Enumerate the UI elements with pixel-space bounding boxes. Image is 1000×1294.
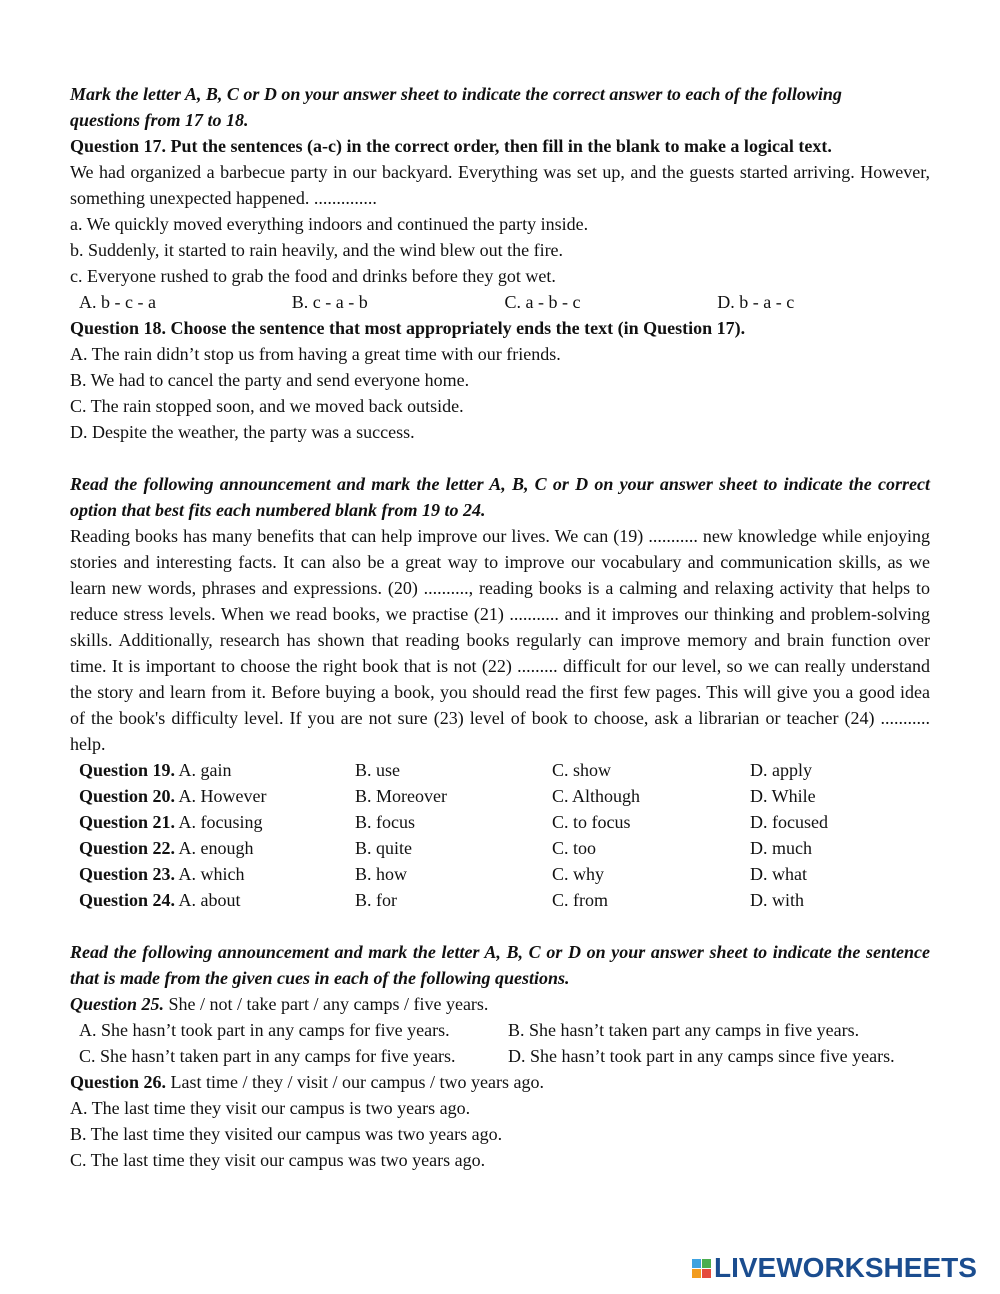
question-22-option-a[interactable]: A. enough	[178, 838, 254, 858]
question-18-option-a[interactable]: A. The rain didn’t stop us from having a great time with our friends.	[70, 344, 561, 364]
question-20-option-a[interactable]: A. However	[178, 786, 267, 806]
question-21-option-a[interactable]: A. focusing	[178, 812, 263, 832]
question-26-label: Question 26.	[70, 1072, 167, 1092]
question-18-option-b[interactable]: B. We had to cancel the party and send everyone home.	[70, 370, 470, 390]
questions-19-24-table	[79, 757, 828, 913]
question-17-option-a[interactable]: A. b - c - a	[79, 292, 156, 312]
question-21-option-b[interactable]: B. focus	[355, 812, 415, 832]
question-26-option-c[interactable]: C. The last time they visit our campus was two years ago.	[70, 1150, 486, 1170]
question-19-option-d[interactable]: D. apply	[750, 760, 812, 780]
question-25-option-a[interactable]: A. She hasn’t took part in any camps for five years.	[79, 1020, 450, 1040]
question-17-sentence-a: a. We quickly moved everything indoors and continued the party inside.	[70, 214, 589, 234]
question-23-option-c[interactable]: C. why	[552, 864, 605, 884]
question-19-option-c[interactable]: C. show	[552, 760, 612, 780]
question-21-option-c[interactable]: C. to focus	[552, 812, 631, 832]
question-19-option-a[interactable]: A. gain	[178, 760, 232, 780]
question-24-option-b[interactable]: B. for	[355, 890, 397, 910]
question-17-prompt: Question 17. Put the sentences (a-c) in the correct order, then fill in the blank to make a logical text.	[70, 136, 832, 156]
question-26-option-a[interactable]: A. The last time they visit our campus is two years ago.	[70, 1098, 471, 1118]
question-21-row	[79, 809, 828, 835]
question-17-sentence-b: b. Suddenly, it started to rain heavily, and the wind blew out the fire.	[70, 240, 564, 260]
section3-instruction: Read the following announcement and mark the letter A, B, C or D on your answer sheet to indicate the sentence that is made from the given cues in each of the following questions.	[70, 942, 930, 988]
question-23-option-d[interactable]: D. what	[750, 864, 807, 884]
question-22-row	[79, 835, 828, 861]
question-22-option-c[interactable]: C. too	[552, 838, 597, 858]
question-18-prompt: Question 18. Choose the sentence that most appropriately ends the text (in Question 17).	[70, 318, 746, 338]
question-26-option-b[interactable]: B. The last time they visited our campus was two years ago.	[70, 1124, 503, 1144]
liveworksheets-logo	[692, 1252, 977, 1284]
logo-mark-tile	[692, 1269, 701, 1278]
question-20-option-d[interactable]: D. While	[750, 786, 816, 806]
question-25-option-b[interactable]: B. She hasn’t taken part any camps in five years.	[508, 1020, 860, 1040]
section2-instruction: Read the following announcement and mark the letter A, B, C or D on your answer sheet to indicate the correct option that best fits each numbered blank from 19 to 24.	[70, 474, 930, 520]
question-25-label: Question 25.	[70, 994, 165, 1014]
liveworksheets-logo-icon	[692, 1259, 711, 1278]
section-spacer	[70, 913, 930, 939]
question-25-option-c[interactable]: C. She hasn’t taken part in any camps for five years.	[79, 1046, 456, 1066]
reading-passage: Reading books has many benefits that can help improve our lives. We can (19) ........... new knowledge while enjoying stories and interesting facts. It can also be a great way to improve our vocabulary and communication skills, as we learn new words, phrases and expressions. (20) .........., reading books is a calming and relaxing activity that helps to reduce stress levels. When we read books, we practise (21) ........... and it improves our thinking and problem-solving skills. Additionally, research has shown that reading books regularly can improve memory and brain function over time. It is important to choose the right book that is not (22) ......... difficult for our level, so we can really understand the story and learn from it. Before buying a book, you should read the first few pages. This will give you a good idea of the book's difficulty level. If you are not sure (23) level of book to choose, ask a librarian or teacher (24) ........... help.	[70, 526, 930, 754]
logo-mark-tile	[692, 1259, 701, 1268]
question-23-option-a[interactable]: A. which	[178, 864, 245, 884]
question-23-option-b[interactable]: B. how	[355, 864, 408, 884]
question-24-option-c[interactable]: C. from	[552, 890, 608, 910]
question-23-row	[79, 861, 828, 887]
logo-mark-tile	[702, 1259, 711, 1268]
question-24-row	[79, 887, 828, 913]
question-25-options	[79, 1017, 922, 1069]
question-22-label: Question 22.	[79, 838, 176, 858]
question-17-sentence-c: c. Everyone rushed to grab the food and drinks before they got wet.	[70, 266, 556, 286]
question-26-cue: Last time / they / visit / our campus / two years ago.	[166, 1072, 544, 1092]
question-17-text: We had organized a barbecue party in our backyard. Everything was set up, and the guests started arriving. However, something unexpected happened. ..............	[70, 162, 930, 208]
question-22-option-b[interactable]: B. quite	[355, 838, 412, 858]
question-24-label: Question 24.	[79, 890, 176, 910]
question-21-option-d[interactable]: D. focused	[750, 812, 828, 832]
question-25-cue: She / not / take part / any camps / five years.	[164, 994, 489, 1014]
question-26-cue-line	[70, 1069, 930, 1095]
question-23-label: Question 23.	[79, 864, 176, 884]
question-19-option-b[interactable]: B. use	[355, 760, 400, 780]
logo-mark-tile	[702, 1269, 711, 1278]
worksheet-page	[70, 81, 930, 1173]
section1-instruction-line1: Mark the letter A, B, C or D on your answer sheet to indicate the correct answer to each of the following	[70, 84, 842, 104]
question-19-row	[79, 757, 828, 783]
question-17-option-c[interactable]: C. a - b - c	[504, 292, 581, 312]
question-25-option-d[interactable]: D. She hasn’t took part in any camps since five years.	[508, 1046, 895, 1066]
question-22-option-d[interactable]: D. much	[750, 838, 812, 858]
question-20-option-b[interactable]: B. Moreover	[355, 786, 447, 806]
question-21-label: Question 21.	[79, 812, 176, 832]
section-spacer	[70, 445, 930, 471]
question-25-cue-line	[70, 991, 930, 1017]
question-17-option-b[interactable]: B. c - a - b	[291, 292, 368, 312]
question-20-option-c[interactable]: C. Although	[552, 786, 641, 806]
question-20-row	[79, 783, 828, 809]
question-24-option-d[interactable]: D. with	[750, 890, 804, 910]
question-18-option-d[interactable]: D. Despite the weather, the party was a success.	[70, 422, 415, 442]
question-17-option-d[interactable]: D. b - a - c	[717, 292, 795, 312]
question-20-label: Question 20.	[79, 786, 176, 806]
question-24-option-a[interactable]: A. about	[178, 890, 241, 910]
liveworksheets-logo-text: LIVEWORKSHEETS	[714, 1252, 977, 1283]
question-17-options	[70, 289, 930, 315]
question-18-option-c[interactable]: C. The rain stopped soon, and we moved back outside.	[70, 396, 464, 416]
question-19-label: Question 19.	[79, 760, 176, 780]
section1-instruction-line2: questions from 17 to 18.	[70, 110, 249, 130]
